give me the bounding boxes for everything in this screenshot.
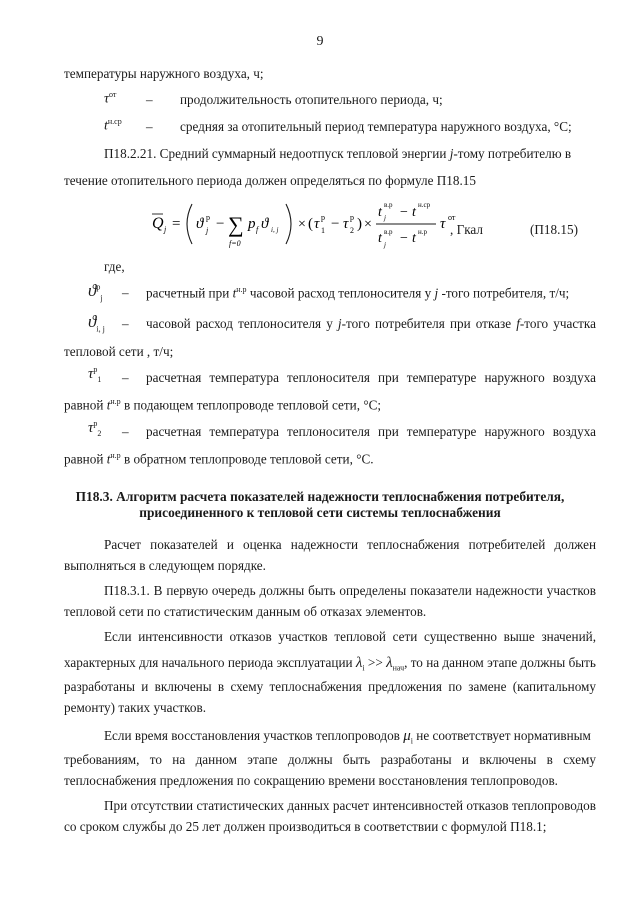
paragraph-line: выполняться в следующем порядке. [64,558,266,573]
section-heading: П18.3. Алгоритм расчета показателей надежности теплоснабжения потребителя, [75,489,565,504]
formula-paren: ( [308,216,313,232]
definition-text: тепловой сети , т/ч; [64,344,174,359]
text-line: температуры наружного воздуха, ч; [64,66,264,81]
paragraph-line: со сроком службы до 25 лет должен производиться в соответствии с формулой П18.1; [64,819,547,834]
definition-text: равной $t^{н.р}$ в подающем теплопроводе тепловой сети, °С; [64,397,382,413]
paragraph-line: теплоснабжения предложения по сокращению времени восстановления теплопроводов. [64,773,558,788]
formula-minus: − [400,205,408,220]
formula-minus: − [216,216,225,232]
formula-sum: ∑ [228,212,244,237]
section-heading: присоединенного к тепловой сети системы теплоснабжения [139,505,501,520]
definition-text: средняя за отопительный период температура наружного воздуха, °С; [180,119,572,134]
formula-t: t [412,205,416,220]
definition-dash: – [122,316,129,331]
paragraph-line: Если время восстановления участков теплопроводов $\mu_i$ не соответствует нормативным [104,728,591,746]
paragraph-line: П18.2.21. Средний суммарный недоотпуск тепловой энергии j-тому потребителю в [104,146,572,161]
formula-t: t [378,231,382,246]
formula-sub: 2 [350,226,354,235]
paragraph-line: характерных для начального периода эксплуатации $\lambda_i >> \lambda_{нач}$, то на данном этапе должны быть [64,655,596,673]
paragraph-line: При отсутствии статистических данных расчет интенсивностей отказов теплопроводов [104,798,596,813]
formula-sub: f=0 [229,239,241,248]
formula-sub: j [384,214,386,222]
formula-sub: i, j [271,226,279,234]
formula-p18-15 [150,186,480,260]
formula-p: p [248,216,256,232]
formula-sub: f [256,225,259,234]
formula-number: (П18.15) [530,222,578,237]
formula-sup: р [206,213,210,222]
paragraph-line: ремонту) таких участков. [64,700,206,715]
definition-dash: – [122,285,129,300]
formula-times: × [364,217,372,232]
formula-sup: в.р [384,201,393,209]
formula-unit: , Гкал [450,222,483,237]
definition-text: расчетная температура теплоносителя при температуре наружного воздуха [146,424,596,439]
formula-t: t [378,205,382,220]
paragraph-line: П18.3.1. В первую очередь должны быть определены показатели надежности участков [104,583,596,598]
definition-dash: – [146,119,153,134]
formula-eq: = [172,216,181,232]
definition-text: часовой расход теплоносителя у j-того потребителя при отказе f-того участка [146,316,596,331]
symbol-theta-ij: $ϑ_{i, j}$ [88,312,105,334]
definition-text: продолжительность отопительного периода, ч; [180,92,443,107]
paragraph-line: разработаны и включены в схему теплоснабжения предложения по замене (капитальному [64,679,596,694]
page-number: 9 [316,34,324,49]
definition-dash: – [146,92,153,107]
definition-text: расчетный при $t^{н.р}$ часовой расход теплоносителя у j -того потребителя, т/ч; [146,285,570,301]
formula-sup: н.р [418,228,427,236]
symbol-tau2-p: $\tau^р_2$ [88,419,102,438]
paragraph-line: Если интенсивности отказов участков тепловой сети существенно выше значений, [104,629,596,644]
definition-dash: – [122,370,129,385]
formula-sub: 1 [321,226,325,235]
paragraph-line: течение отопительного периода должен определяться по формуле П18.15 [64,173,476,188]
formula-theta: ϑ [261,216,269,232]
formula-q: Q [152,215,164,232]
formula-minus: − [331,216,340,232]
formula-minus: − [400,231,408,246]
formula-sub: j [206,226,209,235]
formula-times: × [298,217,306,232]
paragraph-line: требованиям, то на данном этапе должны быть разработаны и включены в схему [64,752,596,767]
formula-theta: ϑ [196,216,204,232]
where-label: где, [104,259,125,274]
definition-text: равной $t^{н.р}$ в обратном теплопроводе тепловой сети, °С. [64,451,374,467]
definition-dash: – [122,424,129,439]
formula-tau: τ [314,216,320,232]
symbol-tau-ot: $\tau^{от}$ [104,90,117,107]
formula-sup: от [448,213,456,222]
paragraph-line: тепловой сети по статистическим данным об отказах элементов. [64,604,427,619]
formula-sup: н.ср [418,201,431,209]
formula-sup: р [350,213,354,222]
formula-tau: τ [440,216,446,232]
paragraph-line: Расчет показателей и оценка надежности теплоснабжения потребителей должен [104,537,596,552]
formula-tau: τ [343,216,349,232]
formula-paren: ) [357,216,362,232]
formula-sup: р [321,213,325,222]
symbol-theta-j-p: $ϑ^р_j$ [88,281,103,303]
definition-text: расчетная температура теплоносителя при температуре наружного воздуха [146,370,596,385]
symbol-tau1-p: $\tau^р_1$ [88,365,102,384]
formula-sup: в.р [384,228,393,236]
formula-t: t [412,231,416,246]
formula-sub: j [164,225,167,234]
symbol-t-nsr: $t^{н.ср}$ [104,117,122,134]
formula-sub: j [384,241,386,249]
